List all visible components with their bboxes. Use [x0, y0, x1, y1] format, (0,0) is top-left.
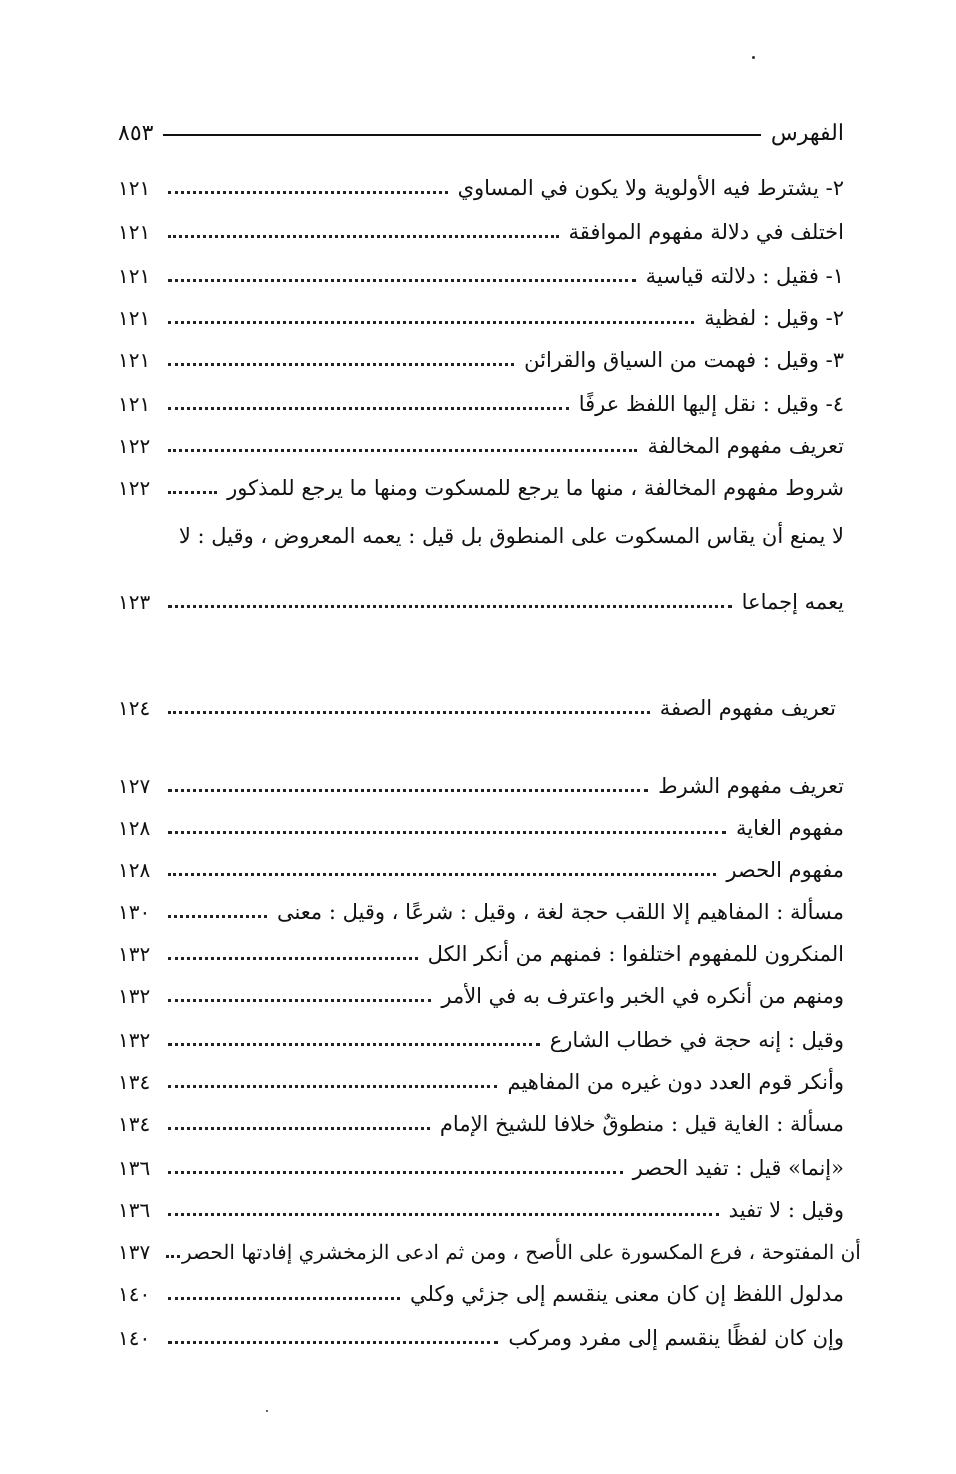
- entry-text: ٢- يشترط فيه الأولوية ولا يكون في المساوي: [457, 176, 844, 200]
- entry-text: مدلول اللفظ إن كان معنى ينقسم إلى جزئي وكلي: [410, 1282, 844, 1306]
- index-entry: [118, 934, 844, 974]
- entry-page-number: ١٤٠: [118, 1326, 151, 1350]
- index-entry-continued: [118, 516, 844, 556]
- entry-text: مفهوم الغاية: [736, 816, 844, 840]
- entry-page-number: ١٣٤: [118, 1070, 151, 1094]
- entry-page-number: ١٢٨: [118, 858, 151, 882]
- entry-text: وإن كان لفظًا ينقسم إلى مفرد ومركب: [508, 1326, 844, 1350]
- entry-text: تعريف مفهوم المخالفة: [647, 434, 844, 458]
- index-entry: [118, 1104, 844, 1144]
- index-entry: [118, 212, 844, 252]
- entry-text: وقيل : إنه حجة في خطاب الشارع: [549, 1028, 844, 1052]
- entry-text: يعمه إجماعا: [741, 590, 844, 614]
- dot-leader: [168, 957, 418, 960]
- dot-leader: [168, 1085, 497, 1088]
- ink-speck-top: [752, 56, 755, 59]
- dot-leader: [166, 1255, 180, 1258]
- dot-leader: [168, 1043, 540, 1046]
- entry-page-number: ١٢٨: [118, 816, 151, 840]
- entry-text: مسألة : المفاهيم إلا اللقب حجة لغة ، وقيل : شرعًا ، وقيل : معنى: [276, 900, 844, 924]
- dot-leader: [168, 873, 716, 876]
- index-entry: [118, 468, 844, 508]
- entry-text: وقيل : لا تفيد: [728, 1198, 844, 1222]
- entry-text: ٣- وقيل : فهمت من السياق والقرائن: [524, 348, 844, 372]
- entry-page-number: ١٣٠: [118, 900, 151, 924]
- index-entry: [118, 766, 844, 806]
- running-header: [118, 116, 844, 150]
- entry-page-number: ١٢٢: [118, 476, 151, 500]
- entry-text: أن المفتوحة ، فرع المكسورة على الأصح ، ومن ثم ادعى الزمخشري إفادتها الحصر: [182, 1240, 861, 1264]
- entry-page-number: ١٣٢: [118, 984, 151, 1008]
- index-entry: [118, 1318, 844, 1358]
- entry-text: تعريف مفهوم الشرط: [658, 774, 844, 798]
- index-entry: [118, 892, 844, 932]
- dot-leader: [168, 999, 431, 1002]
- entry-text: اختلف في دلالة مفهوم الموافقة: [568, 220, 844, 244]
- header-page-number: ٨٥٣: [118, 120, 154, 146]
- dot-leader: [168, 491, 217, 494]
- dot-leader: [168, 1213, 719, 1216]
- entry-text: لا يمنع أن يقاس المسكوت على المنطوق بل قيل : يعمه المعروض ، وقيل : لا: [178, 524, 844, 548]
- entry-page-number: ١٣٦: [118, 1198, 151, 1222]
- index-entry: [118, 256, 844, 296]
- dot-leader: [168, 235, 559, 238]
- entry-page-number: ١٢١: [118, 348, 151, 372]
- entry-page-number: ١٢٢: [118, 434, 151, 458]
- dot-leader: [168, 321, 694, 324]
- index-entry: [118, 688, 844, 728]
- dot-leader: [168, 407, 569, 410]
- entry-page-number: ١٢١: [118, 176, 151, 200]
- dot-leader: [168, 1297, 400, 1300]
- entry-page-number: ١٢١: [118, 220, 151, 244]
- index-entry: [118, 808, 844, 848]
- entry-page-number: ١٣٢: [118, 1028, 151, 1052]
- index-entry: [118, 976, 844, 1016]
- entry-page-number: ١٣٦: [118, 1156, 151, 1180]
- index-entry: [118, 850, 844, 890]
- entry-page-number: ١٣٧: [118, 1240, 151, 1264]
- entry-page-number: ١٢٣: [118, 590, 151, 614]
- entry-page-number: ١٢١: [118, 264, 151, 288]
- entry-text: ٤- وقيل : نقل إليها اللفظ عرفًا: [578, 392, 844, 416]
- index-entry: [118, 1190, 844, 1230]
- entry-text: شروط مفهوم المخالفة ، منها ما يرجع للمسكوت ومنها ما يرجع للمذكور: [227, 476, 844, 500]
- entry-page-number: ١٢١: [118, 392, 151, 416]
- dot-leader: [168, 363, 514, 366]
- entry-page-number: ١٢٤: [118, 696, 151, 720]
- header-rule: [163, 134, 760, 136]
- index-entry: [118, 1020, 844, 1060]
- entry-text: «إنما» قيل : تفيد الحصر: [632, 1156, 844, 1180]
- entry-text: مسألة : الغاية قيل : منطوقٌ خلافا للشيخ الإمام: [439, 1112, 844, 1136]
- index-entry: [118, 1232, 861, 1272]
- dot-leader: [168, 831, 726, 834]
- dot-leader: [168, 1341, 498, 1344]
- entry-text: ومنهم من أنكره في الخبر واعترف به في الأمر: [441, 984, 844, 1008]
- index-entry: [118, 384, 844, 424]
- index-entry: [118, 1062, 844, 1102]
- entry-page-number: ١٢١: [118, 306, 151, 330]
- dot-leader: [168, 605, 732, 608]
- entry-page-number: ١٣٢: [118, 942, 151, 966]
- entry-text: ٢- وقيل : لفظية: [704, 306, 844, 330]
- index-entry: [118, 340, 844, 380]
- index-entry: [118, 582, 844, 622]
- index-entry: [118, 426, 844, 466]
- header-title: الفهرس: [770, 120, 844, 146]
- entry-page-number: ١٢٧: [118, 774, 151, 798]
- index-entry: [118, 298, 844, 338]
- entry-text: المنكرون للمفهوم اختلفوا : فمنهم من أنكر الكل: [427, 942, 844, 966]
- index-entry: [118, 1148, 844, 1188]
- entry-page-number: ١٤٠: [118, 1282, 151, 1306]
- entry-text: مفهوم الحصر: [726, 858, 844, 882]
- dot-leader: [168, 191, 448, 194]
- dot-leader: [168, 1171, 623, 1174]
- index-entry: [118, 168, 844, 208]
- entry-text: وأنكر قوم العدد دون غيره من المفاهيم: [507, 1070, 844, 1094]
- entry-page-number: ١٣٤: [118, 1112, 151, 1136]
- entry-text: تعريف مفهوم الصفة: [659, 696, 836, 720]
- dot-leader: [168, 915, 267, 918]
- ink-speck-bottom: [266, 1410, 268, 1412]
- index-entry: [118, 1274, 844, 1314]
- dot-leader: [168, 711, 650, 714]
- entry-text: ١- فقيل : دلالته قياسية: [645, 264, 844, 288]
- dot-leader: [168, 1127, 430, 1130]
- dot-leader: [168, 789, 648, 792]
- dot-leader: [168, 449, 637, 452]
- dot-leader: [168, 279, 636, 282]
